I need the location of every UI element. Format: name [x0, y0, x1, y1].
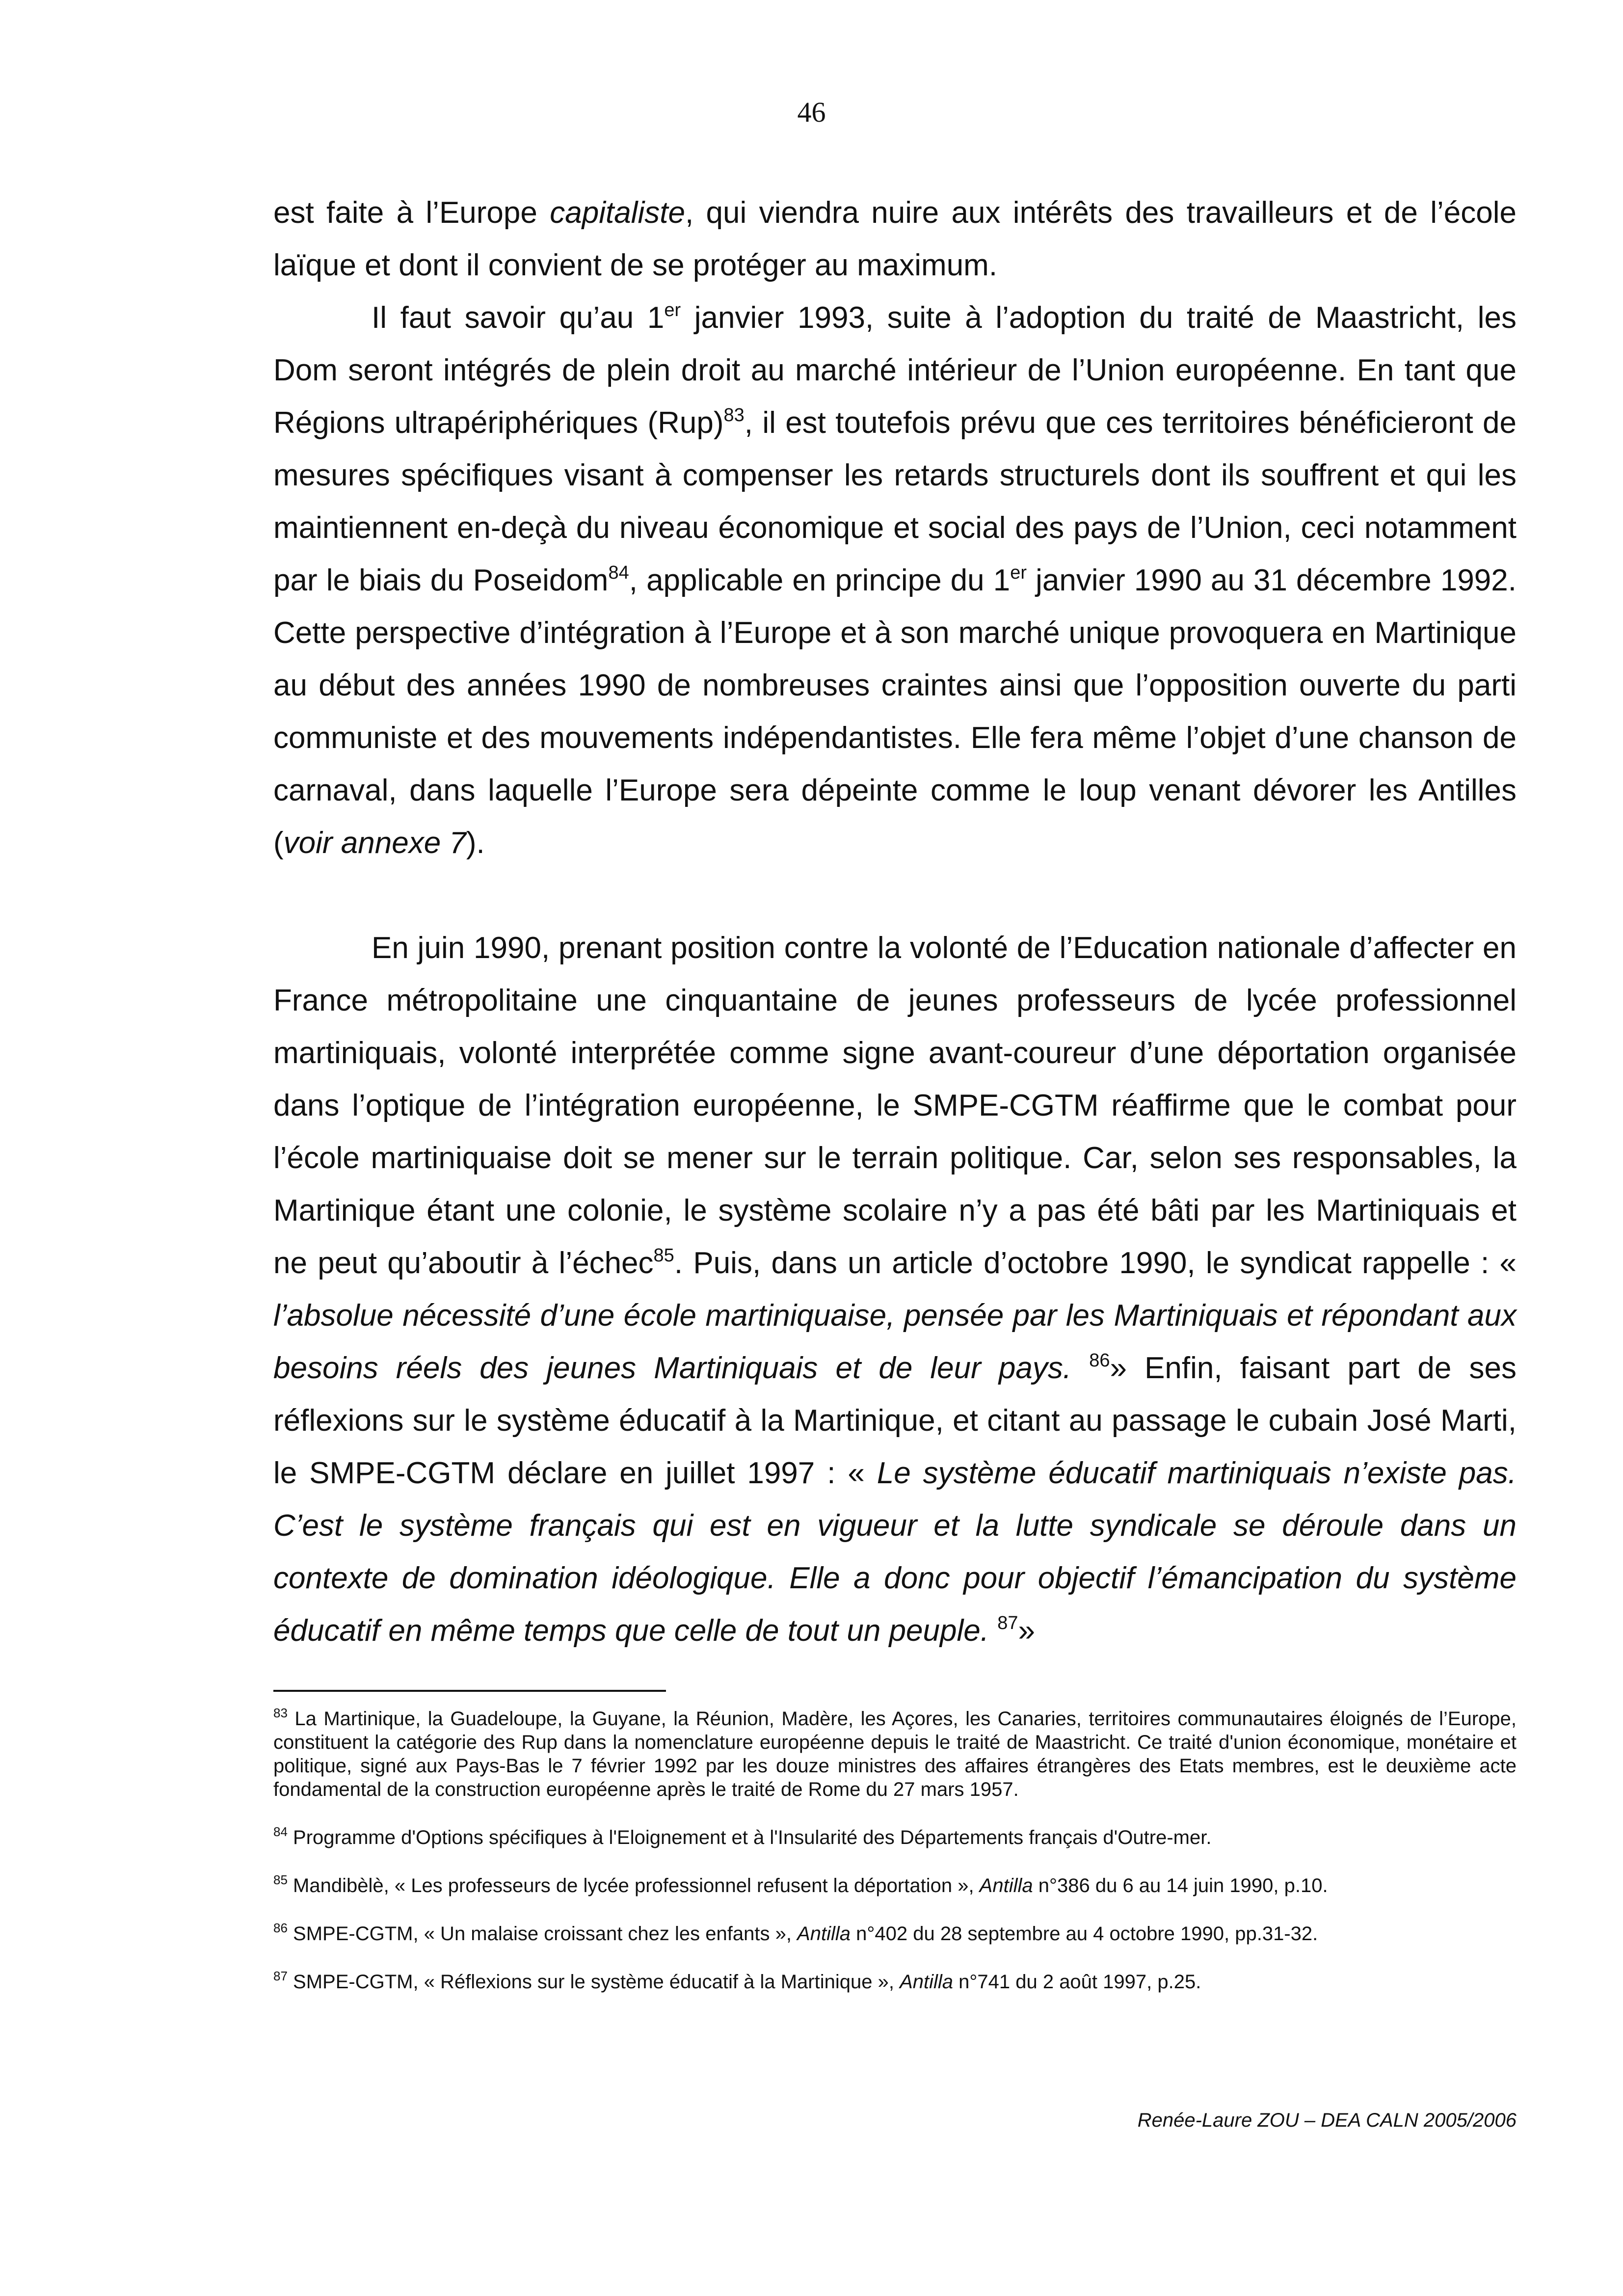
text-run: janvier 1990 au 31 décembre 1992. Cette perspective d’intégration à l’Europe et à son marché unique provoquera en Martinique au début des années 1990 de nombreuses craintes ainsi que l’opposition ouverte du parti communiste et des mouvements indépendantistes. Elle fera même l’objet d’une chanson de carnaval, dans laquelle l’Europe sera dépeinte comme le loup venant dévorer les Antilles ( — [273, 563, 1517, 860]
text-run: n°386 du 6 au 14 juin 1990, p.10. — [1033, 1875, 1328, 1896]
text-run: » Enfin, faisant part de ses réflexions sur le système éducatif à la Martinique, et citant au passage le cubain José Marti, le SMPE-CGTM déclare en juillet 1997 : « — [273, 1351, 1517, 1490]
page-number: 46 — [797, 96, 826, 128]
footnote-reference: 85 — [653, 1245, 674, 1266]
footnote — [273, 1826, 1517, 1849]
text-run: » — [1018, 1614, 1035, 1648]
italic-text: Antilla — [797, 1923, 851, 1945]
footnote — [273, 1707, 1517, 1801]
footnote — [273, 1874, 1517, 1897]
footnote-reference: er — [664, 300, 681, 320]
footnote-number: 83 — [273, 1706, 288, 1720]
footnote-number: 87 — [273, 1969, 288, 1983]
footnote — [273, 1970, 1517, 1994]
text-run: En juin 1990, prenant position contre la volonté de l’Education nationale d’affecter en France métropolitaine une cinquantaine de jeunes professeurs de lycée professionnel martiniquais, volonté interprétée comme signe avant-coureur d’une déportation organisée dans l’optique de l’intégration européenne, le SMPE-CGTM réaffirme que le combat pour l’école martiniquaise doit se mener sur le terrain politique. Car, selon ses responsables, la Martinique étant une colonie, le système scolaire n’y a pas été bâti par les Martiniquais et ne peut qu’aboutir à l’échec — [273, 931, 1517, 1280]
text-run: janvier 1993, suite à l’adoption du traité de Maastricht, les Dom seront intégrés de plein droit au marché intérieur de l’Union européenne. En tant que Régions ultrapériphériques (Rup) — [273, 301, 1517, 440]
footnote-number: 84 — [273, 1824, 288, 1839]
text-run: , applicable en principe du 1 — [629, 563, 1011, 597]
footnote-reference: 84 — [608, 562, 629, 583]
text-run: Mandibèlè, « Les professeurs de lycée professionnel refusent la déportation », — [287, 1875, 980, 1896]
text-run: est faite à l’Europe — [273, 196, 550, 230]
paragraph — [273, 187, 1517, 292]
italic-text: Antilla — [900, 1971, 954, 1993]
page-footer: Renée-Laure ZOU – DEA CALN 2005/2006 — [1137, 2109, 1517, 2131]
footnote-reference: 83 — [723, 405, 745, 426]
text-run: La Martinique, la Guadeloupe, la Guyane, la Réunion, Madère, les Açores, les Canaries, territoires communautaires éloignés de l’Europe, constituent la catégorie des Rup dans la nomenclature européenne depuis le traité de Maastricht. Ce traité d'union économique, monétaire et politique, signé aux Pays-Bas le 7 février 1992 par les douze ministres des affaires étrangères des Etats membres, est le deuxième acte fondamental de la construction européenne après le traité de Rome du 27 mars 1957. — [273, 1708, 1517, 1800]
body-text — [273, 187, 1517, 1657]
footnote-number: 86 — [273, 1921, 288, 1935]
footnote-reference: er — [1010, 562, 1027, 583]
paragraph — [273, 292, 1517, 869]
text-run: , qui viendra nuire aux intérêts des travailleurs et de l’école laïque et dont il convient de se protéger au maximum. — [273, 196, 1517, 282]
footnotes — [273, 1707, 1517, 2018]
text-run: n°741 du 2 août 1997, p.25. — [953, 1971, 1201, 1993]
footnote-reference: 87 — [997, 1613, 1018, 1633]
text-run: ). — [466, 826, 485, 860]
footnote — [273, 1922, 1517, 1946]
text-run: . Puis, dans un article d’octobre 1990, le syndicat rappelle : « — [674, 1246, 1517, 1280]
text-run: SMPE-CGTM, « Réflexions sur le système éducatif à la Martinique », — [287, 1971, 900, 1993]
italic-text: capitaliste — [550, 196, 685, 230]
paragraph — [273, 922, 1517, 1657]
text-run: Programme d'Options spécifiques à l'Eloignement et à l'Insularité des Départements français d'Outre-mer. — [287, 1827, 1212, 1848]
footnote-number: 85 — [273, 1872, 288, 1887]
text-run — [989, 1614, 997, 1648]
text-run: n°402 du 28 septembre au 4 octobre 1990, pp.31-32. — [851, 1923, 1318, 1945]
text-run: , il est toutefois prévu que ces territoires bénéficieront de mesures spécifiques visant à compenser les retards structurels dont ils souffrent et qui les maintiennent en-deçà du niveau économique et social des pays de l’Union, ceci notamment par le biais du Poseidom — [273, 406, 1517, 597]
footnote-reference: 86 — [1089, 1350, 1110, 1371]
text-run: Il faut savoir qu’au 1 — [372, 301, 665, 335]
footnote-separator — [273, 1690, 666, 1692]
italic-text: Antilla — [979, 1875, 1033, 1896]
italic-text: voir annexe 7 — [283, 826, 466, 860]
italic-text: l’absolue nécessité d’une école martiniquaise, pensée par les Martiniquais et répondant aux besoins réels des jeunes Martiniquais et de leur pays. — [273, 1299, 1517, 1385]
text-run: SMPE-CGTM, « Un malaise croissant chez les enfants », — [287, 1923, 798, 1945]
italic-text: Le système éducatif martiniquais n’existe pas. C’est le système français qui est en vigueur et la lutte syndicale se déroule dans un contexte de domination idéologique. Elle a donc pour objectif l’émancipation du système éducatif en même temps que celle de tout un peuple. — [273, 1456, 1517, 1648]
text-run — [1071, 1351, 1089, 1385]
